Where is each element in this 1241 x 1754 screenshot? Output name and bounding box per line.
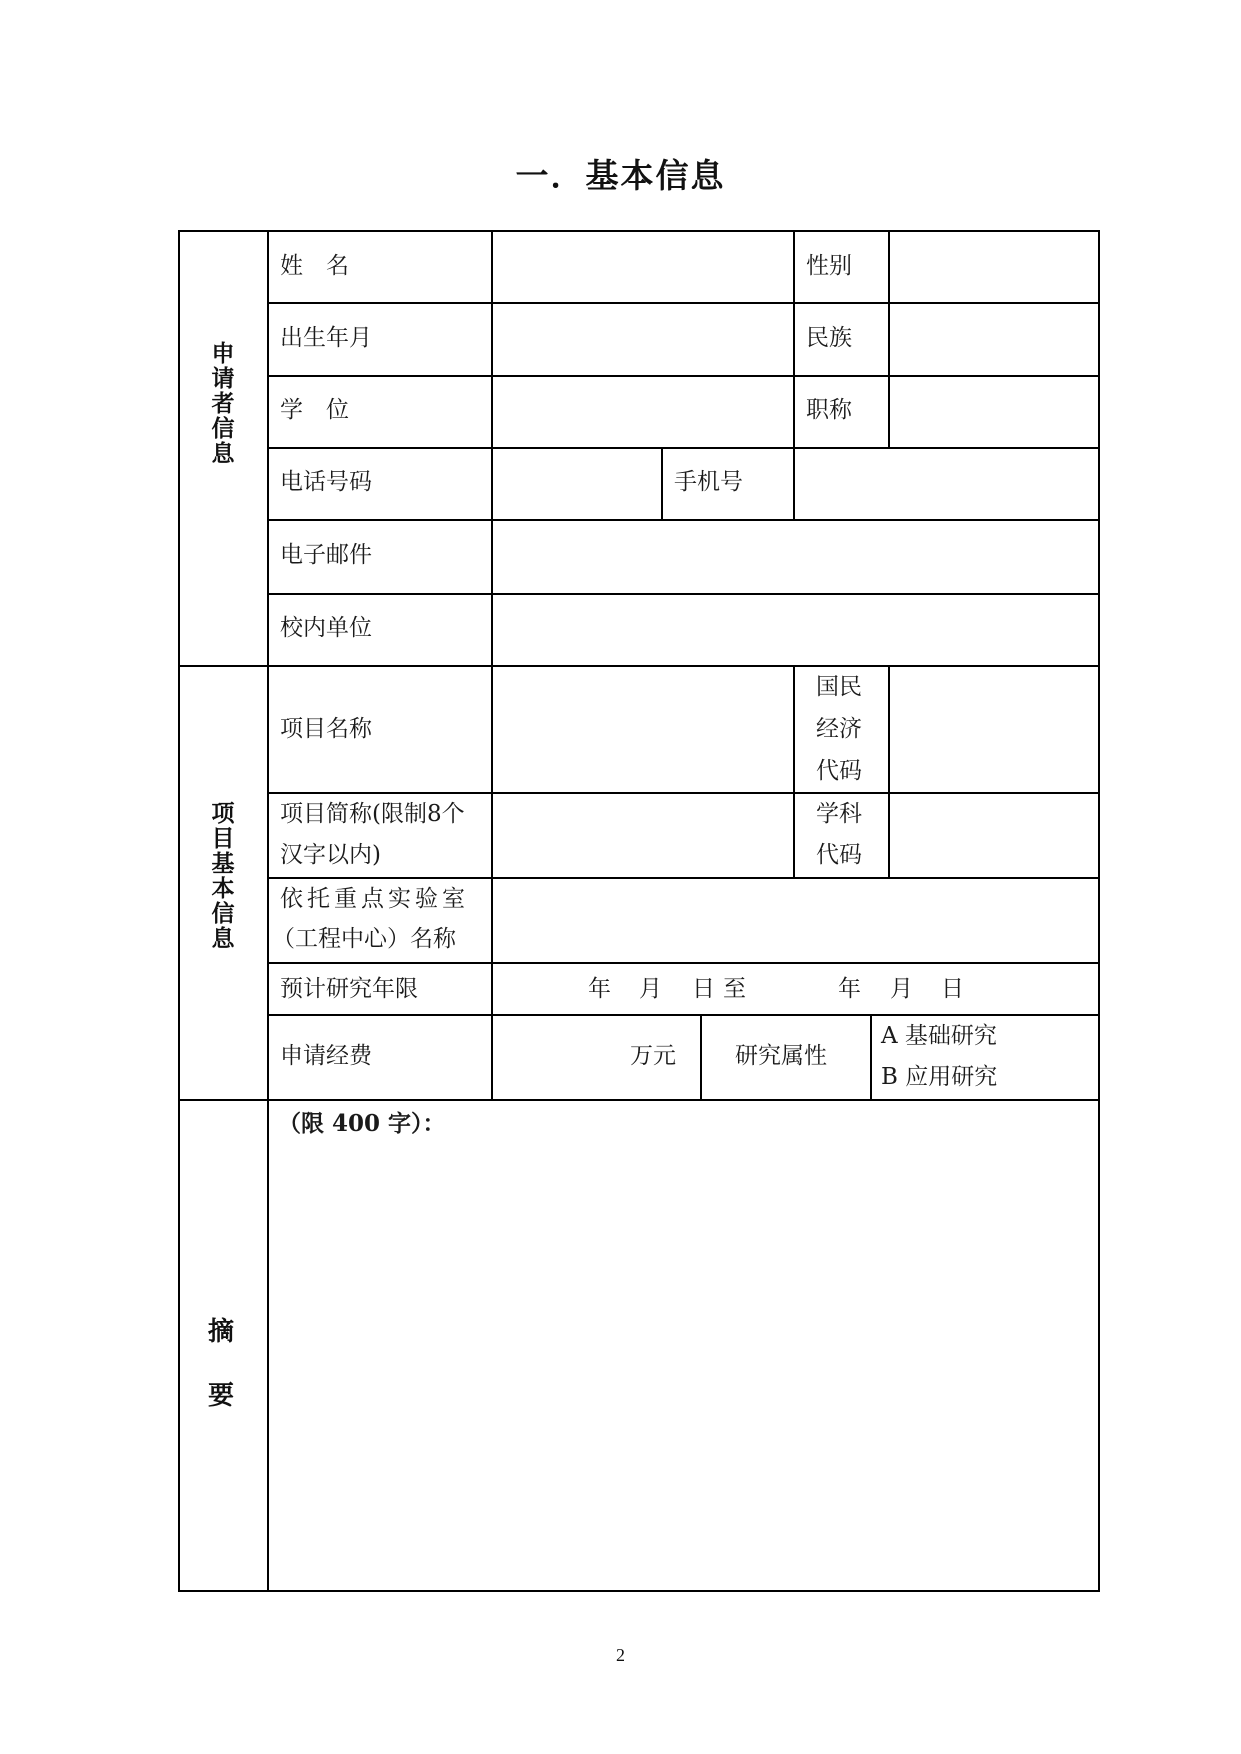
label-ethnicity: 民族 [806,325,852,351]
page-title: 一．基本信息 [515,156,726,195]
abstract-hint: （限 400 字）： [278,1110,446,1137]
email-field[interactable] [493,521,1097,592]
col-divider [870,1014,872,1099]
period-end-day: 日 [941,976,964,1002]
label-period: 预计研究年限 [280,976,418,1002]
period-end-month: 月 [890,976,913,1002]
period-field[interactable] [493,964,1097,1014]
lab-field[interactable] [493,879,1097,962]
label-project-name: 项目名称 [280,716,372,742]
research-option-a[interactable]: A 基础研究 [881,1023,997,1049]
label-subject-code: 代码 [816,842,862,868]
label-mobile: 手机号 [674,469,743,495]
econ-code-field[interactable] [890,667,1097,792]
period-to: 至 [723,976,746,1002]
degree-field[interactable] [493,377,792,447]
label-econ-code: 经济 [816,716,862,742]
label-name: 姓 名 [280,253,349,279]
label-title: 职称 [806,397,852,423]
section-label-project: 项 目 基 本 信 息 [211,801,235,952]
ethnicity-field[interactable] [890,304,1097,374]
label-short-name: 汉字以内) [280,842,381,868]
name-field[interactable] [493,232,792,302]
abstract-field[interactable] [269,1101,1097,1589]
period-start-year: 年 [588,976,611,1002]
label-lab: （工程中心）名称 [272,926,456,952]
label-gender: 性别 [806,253,852,279]
col-divider [793,665,795,877]
basic-info-table [178,230,1098,1590]
short-name-field[interactable] [493,794,792,877]
label-research-type: 研究属性 [735,1043,827,1069]
birth-field[interactable] [493,304,792,374]
label-phone: 电话号码 [280,469,372,495]
page-number: 2 [616,1645,625,1665]
label-unit: 校内单位 [280,615,372,641]
label-subject-code: 学科 [816,801,862,827]
label-birth: 出生年月 [280,325,372,351]
gender-field[interactable] [890,232,1097,302]
label-lab: 依托重点实验室 [280,886,469,912]
period-end-year: 年 [838,976,861,1002]
subject-code-field[interactable] [890,794,1097,877]
label-email: 电子邮件 [280,542,372,568]
label-econ-code: 国民 [816,674,862,700]
label-funding: 申请经费 [280,1043,372,1069]
period-start-day: 日 [692,976,715,1002]
col-divider [661,447,663,519]
project-name-field[interactable] [493,667,792,792]
border-right [1098,230,1100,1590]
col-divider [700,1014,702,1099]
border-left [178,230,180,1590]
phone-field[interactable] [493,449,660,519]
label-short-name: 项目简称(限制8个 [280,801,465,827]
period-start-month: 月 [639,976,662,1002]
section-label-applicant: 申 请 者 信 息 [211,341,235,467]
unit-field[interactable] [493,595,1097,665]
label-econ-code: 代码 [816,758,862,784]
title-field[interactable] [890,377,1097,447]
label-degree: 学 位 [280,397,349,423]
funding-unit: 万元 [630,1043,676,1069]
mobile-field[interactable] [795,449,1097,519]
border-bottom [178,1590,1100,1592]
research-option-b[interactable]: B 应用研究 [881,1064,998,1090]
section-label-abstract: 摘 要 [207,1317,234,1411]
